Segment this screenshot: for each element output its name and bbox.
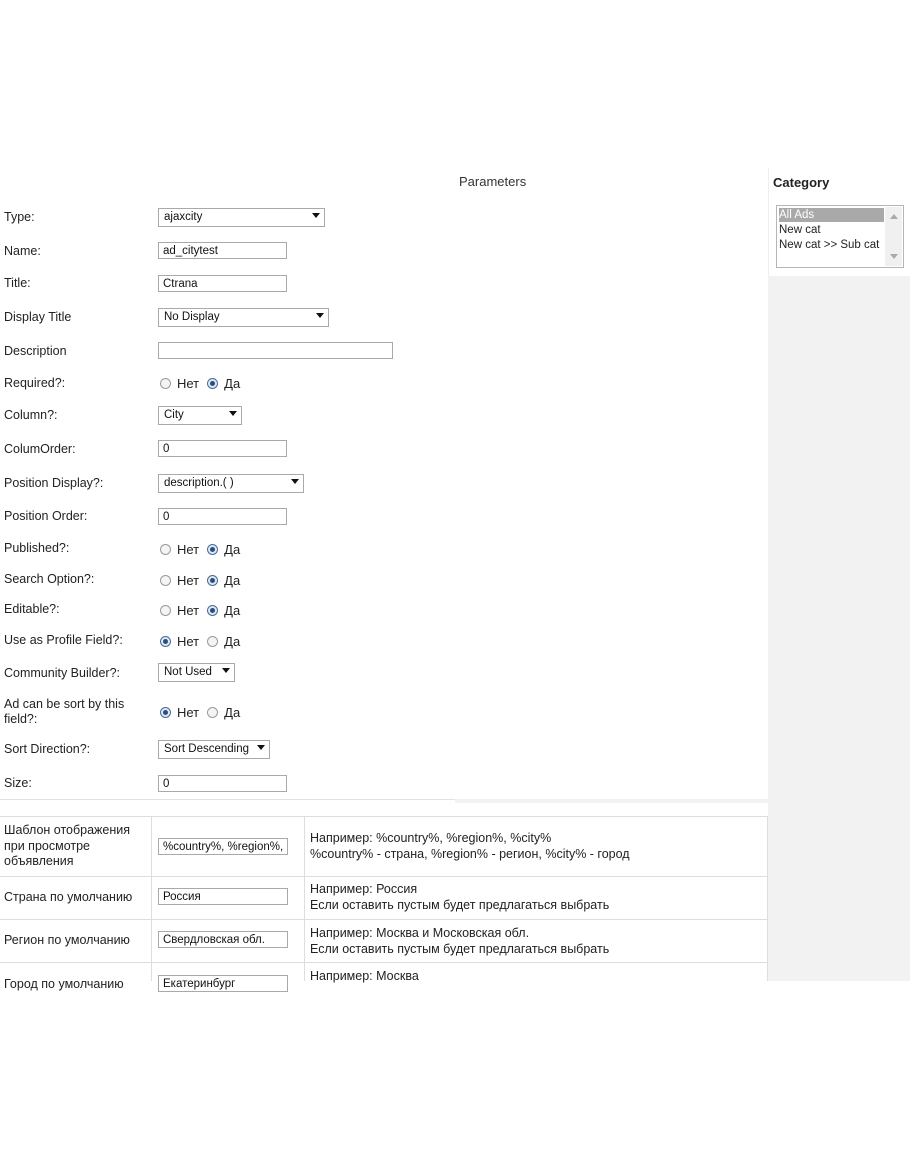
description-input[interactable] [158,342,393,359]
table-row-divider [0,919,768,920]
display-title-label: Display Title [4,310,72,324]
sortable-radios [160,705,248,720]
radio-label-no: Нет [177,542,200,557]
option-region-input[interactable] [158,931,288,948]
option-city-input[interactable] [158,975,288,992]
type-label: Type: [4,210,35,224]
description-label: Description [4,344,67,358]
column-order-label: ColumOrder: [4,442,76,456]
option-hint: Например: %country%, %region%, %city% [310,831,552,845]
column-select[interactable] [158,406,242,425]
published-radios [160,542,248,557]
position-display-select[interactable] [158,474,304,493]
display-title-select[interactable] [158,308,329,327]
published-no-radio[interactable] [160,544,171,555]
radio-label-no: Нет [177,705,200,720]
parameters-heading: Parameters [459,174,527,189]
listbox-scrollbar[interactable] [885,207,902,266]
option-country-input[interactable] [158,888,288,905]
position-display-label: Position Display?: [4,476,104,490]
table-col-divider [151,816,152,981]
editable-yes-radio[interactable] [207,605,218,616]
column-label: Column?: [4,408,58,422]
dropdown-arrow-icon [291,479,299,484]
sortable-yes-radio[interactable] [207,707,218,718]
profile-field-radios [160,634,248,649]
option-label-region: Регион по умолчанию [4,933,130,947]
profile-field-yes-radio[interactable] [207,636,218,647]
radio-label-no: Нет [177,603,200,618]
search-option-yes-radio[interactable] [207,575,218,586]
option-hint: %country% - страна, %region% - регион, %city% - город [310,847,630,861]
required-label: Required?: [4,376,66,390]
radio-label-no: Нет [177,573,200,588]
scroll-up-icon[interactable] [890,214,898,219]
editable-radios [160,603,248,618]
title-input[interactable] [158,275,287,292]
required-radios [160,376,248,391]
category-listbox[interactable] [776,205,904,268]
community-builder-select[interactable] [158,663,235,682]
search-option-no-radio[interactable] [160,575,171,586]
category-item-sub-cat[interactable]: New cat >> Sub cat [779,239,880,251]
radio-label-yes: Да [224,705,241,720]
sidebar-panel [768,168,910,981]
category-item-all-ads[interactable]: All Ads [779,208,884,222]
option-label-template: Шаблон отображения при просмотре объявления [4,823,131,868]
type-select-value: ajaxcity [164,211,203,223]
required-yes-radio[interactable] [207,378,218,389]
column-order-input[interactable] [158,440,287,457]
table-row-divider [0,876,768,877]
editable-label: Editable?: [4,602,60,616]
display-title-value: No Display [164,311,220,323]
dropdown-arrow-icon [316,313,324,318]
editable-no-radio[interactable] [160,605,171,616]
search-option-label: Search Option?: [4,572,95,586]
size-input[interactable] [158,775,287,792]
section-divider-band [455,799,768,803]
required-no-radio[interactable] [160,378,171,389]
type-select[interactable] [158,208,325,227]
category-title: Category [773,175,830,190]
option-hint: Если оставить пустым будет предлагаться выбрать [310,942,610,956]
search-option-radios [160,573,248,588]
sort-direction-select[interactable] [158,740,270,759]
sort-direction-value: Sort Descending [164,743,250,755]
dropdown-arrow-icon [257,745,265,750]
sortable-label: Ad can be sort by this field?: [4,697,125,726]
table-row-divider [0,962,768,963]
sort-direction-label: Sort Direction?: [4,742,91,756]
column-select-value: City [164,409,184,421]
profile-field-no-radio[interactable] [160,636,171,647]
name-input[interactable] [158,242,287,259]
dropdown-arrow-icon [229,411,237,416]
dropdown-arrow-icon [222,668,230,673]
radio-label-no: Нет [177,376,200,391]
scroll-down-icon[interactable] [890,254,898,259]
category-item-new-cat[interactable]: New cat [779,224,821,236]
table-col-divider [304,816,305,981]
option-label-country: Страна по умолчанию [4,890,133,904]
radio-label-yes: Да [224,542,241,557]
radio-label-yes: Да [224,573,241,588]
option-hint: Например: Москва и Московская обл. [310,926,530,940]
community-builder-value: Not Used [164,666,212,678]
option-label-city: Город по умолчанию [4,977,124,991]
size-label: Size: [4,776,32,790]
position-order-label: Position Order: [4,509,88,523]
radio-label-yes: Да [224,634,241,649]
radio-label-yes: Да [224,603,241,618]
option-hint: Если оставить пустым будет предлагаться выбрать [310,898,610,912]
table-border-top [0,816,768,817]
table-border-right [767,816,768,981]
published-label: Published?: [4,541,70,555]
radio-label-yes: Да [224,376,241,391]
published-yes-radio[interactable] [207,544,218,555]
radio-label-no: Нет [177,634,200,649]
position-order-input[interactable] [158,508,287,525]
option-hint: Например: Москва [310,969,419,983]
option-hint: Например: Россия [310,882,418,896]
profile-field-label: Use as Profile Field?: [4,633,123,647]
dropdown-arrow-icon [312,213,320,218]
name-label: Name: [4,244,41,258]
sortable-no-radio[interactable] [160,707,171,718]
community-builder-label: Community Builder?: [4,666,121,680]
position-display-value: description.( ) [164,477,234,489]
title-label: Title: [4,276,31,290]
option-template-input[interactable] [158,838,288,855]
